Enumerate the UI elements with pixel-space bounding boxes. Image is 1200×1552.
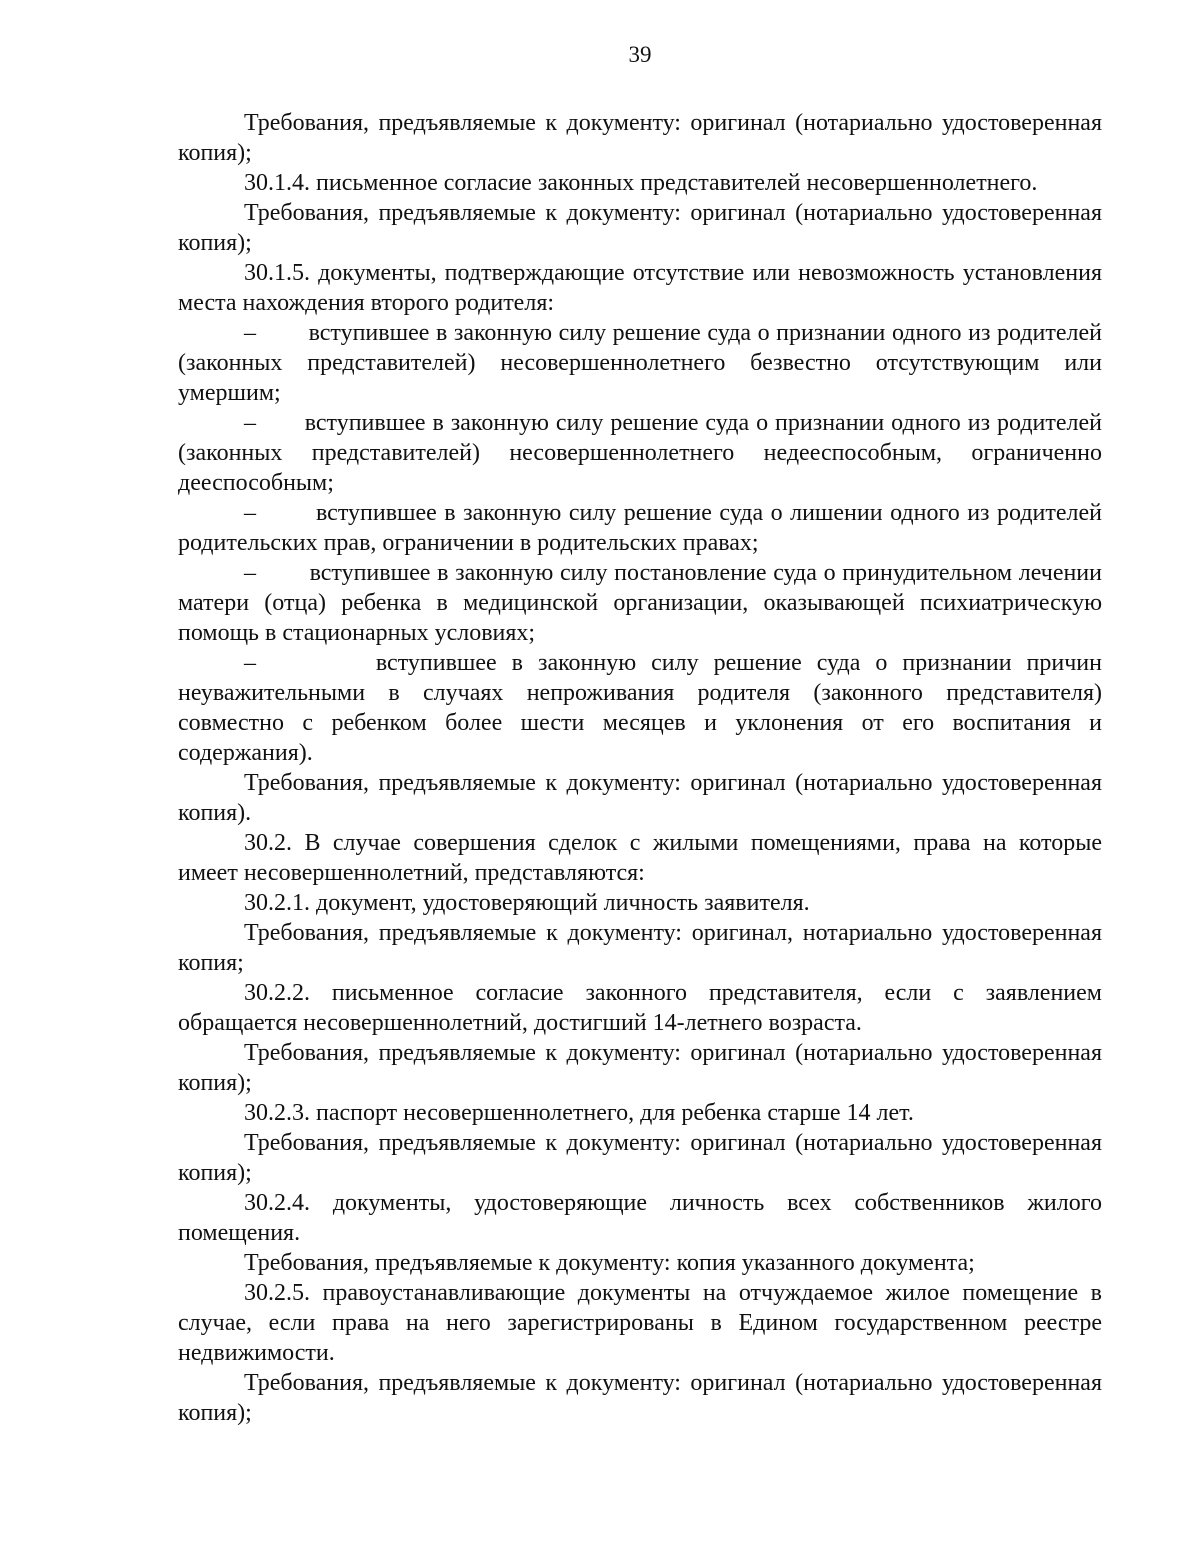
document-body xyxy=(178,108,1102,1428)
list-item: – вступившее в законную силу решение суда о признании одного из родителей (законных представителей) несовершеннолетнего недееспособным, ограниченно дееспособным; xyxy=(178,410,1102,496)
paragraph: Требования, предъявляемые к документу: оригинал (нотариально удостоверенная копия); xyxy=(178,1040,1102,1096)
page-number: 39 xyxy=(628,42,652,67)
paragraph: Требования, предъявляемые к документу: оригинал (нотариально удостоверенная копия); xyxy=(178,200,1102,256)
paragraph: 30.1.5. документы, подтверждающие отсутствие или невозможность установления места нахождения второго родителя: xyxy=(178,260,1102,316)
paragraph: Требования, предъявляемые к документу: оригинал (нотариально удостоверенная копия); xyxy=(178,1370,1102,1426)
list-item: – вступившее в законную силу решение суда о признании причин неуважительными в случаях непроживания родителя (законного представителя) совместно с ребенком более шести месяцев и уклонения от его воспитания и содержания). xyxy=(178,650,1102,766)
paragraph: 30.2.3. паспорт несовершеннолетнего, для ребенка старше 14 лет. xyxy=(244,1100,914,1126)
paragraph: 30.2. В случае совершения сделок с жилыми помещениями, права на которые имеет несовершеннолетний, представляются: xyxy=(178,830,1102,886)
paragraph: 30.2.4. документы, удостоверяющие личность всех собственников жилого помещения. xyxy=(178,1190,1102,1246)
paragraph: 30.2.5. правоустанавливающие документы на отчуждаемое жилое помещение в случае, если права на него зарегистрированы в Едином государственном реестре недвижимости. xyxy=(178,1280,1102,1366)
paragraph: 30.1.4. письменное согласие законных представителей несовершеннолетнего. xyxy=(244,170,1038,196)
paragraph: Требования, предъявляемые к документу: оригинал, нотариально удостоверенная копия; xyxy=(178,920,1102,976)
list-item: – вступившее в законную силу постановление суда о принудительном лечении матери (отца) ребенка в медицинской организации, оказывающей психиатрическую помощь в стационарных условиях; xyxy=(178,560,1102,646)
list-item: – вступившее в законную силу решение суда о признании одного из родителей (законных представителей) несовершеннолетнего безвестно отсутствующим или умершим; xyxy=(178,320,1102,406)
paragraph: Требования, предъявляемые к документу: оригинал (нотариально удостоверенная копия); xyxy=(178,110,1102,166)
paragraph: 30.2.2. письменное согласие законного представителя, если с заявлением обращается несовершеннолетний, достигший 14-летнего возраста. xyxy=(178,980,1102,1036)
paragraph: Требования, предъявляемые к документу: оригинал (нотариально удостоверенная копия); xyxy=(178,1130,1102,1186)
paragraph: 30.2.1. документ, удостоверяющий личность заявителя. xyxy=(244,890,810,916)
paragraph: Требования, предъявляемые к документу: оригинал (нотариально удостоверенная копия). xyxy=(178,770,1102,826)
paragraph: Требования, предъявляемые к документу: копия указанного документа; xyxy=(244,1250,975,1276)
list-item: – вступившее в законную силу решение суда о лишении одного из родителей родительских прав, ограничении в родительских правах; xyxy=(178,500,1102,556)
